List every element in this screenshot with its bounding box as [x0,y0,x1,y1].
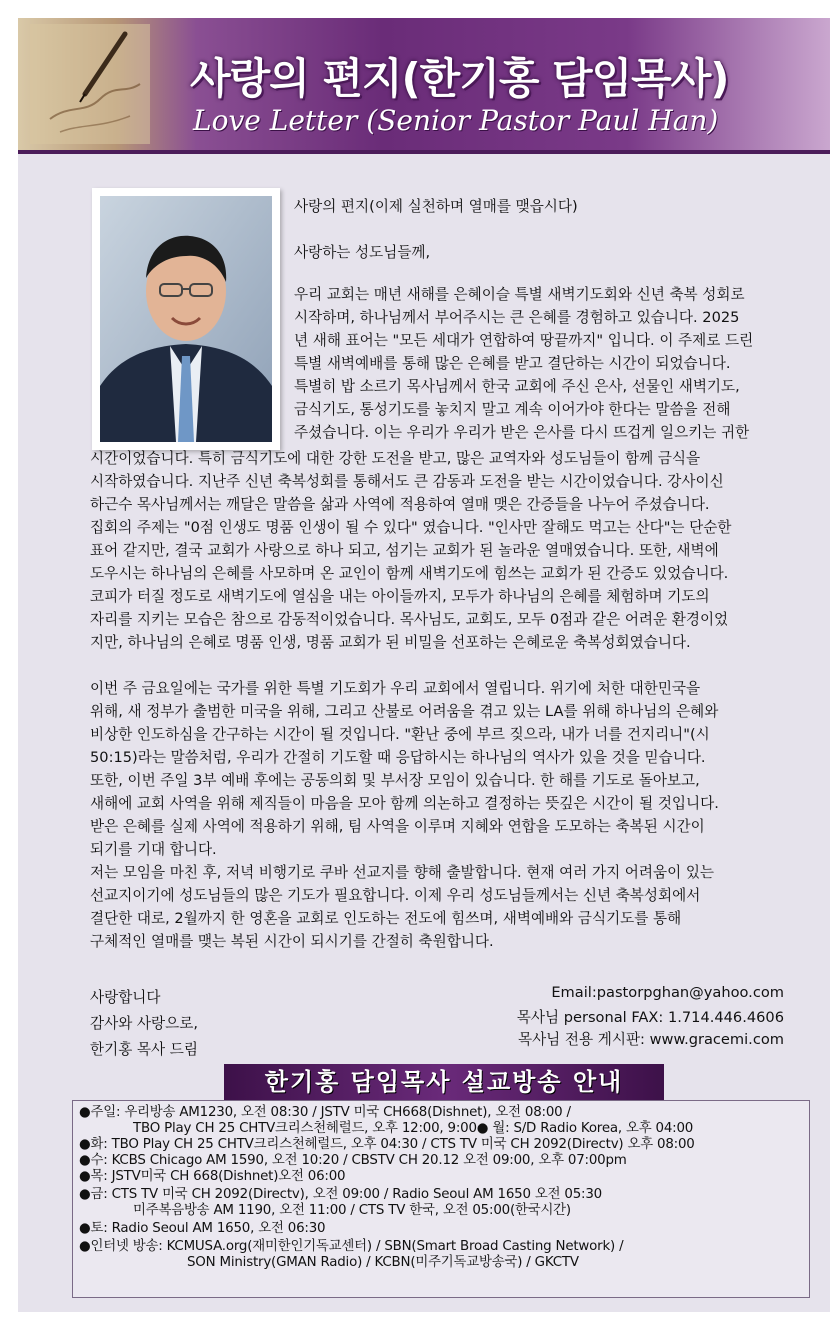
page-subtitle: Love Letter (Senior Pastor Paul Han) [193,104,719,137]
closing-thanks: 감사와 사랑으로, [90,1015,198,1032]
letter-line: 시작하며, 하나님께서 부어주시는 큰 은혜를 경험하고 있습니다. 2025 [294,309,740,326]
letter-line: 시간이었습니다. 특히 금식기도에 대한 강한 도전을 받고, 많은 교역자와 성도님들이 함께 금식을 [90,450,701,467]
broadcast-line: SON Ministry(GMAN Radio) / KCBN(미주기독교방송국) / GKCTV [187,1255,579,1270]
letter-line: 시작하였습니다. 지난주 신년 축복성회를 통해서도 큰 감동과 도전을 받는 시간이었습니다. 강사이신 [90,473,724,490]
letter-line: 결단한 대로, 2월까지 한 영혼을 교회로 인도하는 전도에 힘쓰며, 새벽예배와 금식기도를 통해 [90,910,682,927]
letter-line: 되기를 기대 합니다. [90,841,217,858]
letter-line: 위해, 새 정부가 출범한 미국을 위해, 그리고 산불로 어려움을 겪고 있는 LA를 위해 하나님의 은혜와 [90,703,719,720]
contact-email: Email:pastorpghan@yahoo.com [551,984,784,1001]
letter-line: 비상한 인도하심을 간구하는 시간이 될 것입니다. "환난 중에 부르 짖으라, 내가 너를 건지리니"(시 [90,726,710,743]
letter-line: 주셨습니다. 이는 우리가 우리가 받은 은사를 다시 뜨겁게 일으키는 귀한 [294,424,750,441]
broadcast-line: TBO Play CH 25 CHTV크리스천헤럴드, 오후 12:00, 9:00● 월: S/D Radio Korea, 오후 04:00 [133,1121,694,1136]
broadcast-line: ●목: JSTV미국 CH 668(Dishnet)오전 06:00 [79,1169,346,1184]
broadcast-line: ●토: Radio Seoul AM 1650, 오전 06:30 [79,1221,326,1236]
letter-line: 하근수 목사님께서는 깨달은 말씀을 삶과 사역에 적용하여 열매 맺은 간증들을 나누어 주셨습니다. [90,496,710,513]
header-banner [18,18,830,154]
banner-divider [18,150,830,154]
broadcast-line: ●수: KCBS Chicago AM 1590, 오전 10:20 / CBSTV CH 20.12 오전 09:00, 오후 07:00pm [79,1153,627,1168]
broadcast-line: ●금: CTS TV 미국 CH 2092(Directv), 오전 09:00 / Radio Seoul AM 1650 오전 05:30 [79,1187,602,1202]
pastor-portrait-image [100,196,272,442]
letter-line: 구체적인 열매를 맺는 복된 시간이 되시기를 간절히 축원합니다. [90,933,494,950]
letter-line: 이번 주 금요일에는 국가를 위한 특별 기도회가 우리 교회에서 열립니다. 위기에 처한 대한민국을 [90,680,701,697]
letter-line: 표어 같지만, 결국 교회가 사랑으로 하나 되고, 섬기는 교회가 된 놀라운 열매였습니다. 또한, 새벽에 [90,542,719,559]
letter-line: 50:15)라는 말씀처럼, 우리가 간절히 기도할 때 응답하시는 하나님의 역사가 있을 것을 믿습니다. [90,749,706,766]
page-title: 사랑의 편지(한기홍 담임목사) [190,54,729,103]
letter-heading: 사랑의 편지(이제 실천하며 열매를 맺읍시다) [294,198,578,215]
broadcast-line: 미주복음방송 AM 1190, 오전 11:00 / CTS TV 한국, 오전 05:00(한국시간) [133,1203,571,1218]
closing-love: 사랑합니다 [90,989,161,1006]
closing-signature: 한기홍 목사 드림 [90,1041,198,1058]
letter-line: 년 새해 표어는 "모든 세대가 연합하여 땅끝까지" 입니다. 이 주제로 드린 [294,332,754,349]
letter-line: 또한, 이번 주일 3부 예배 후에는 공동의회 및 부서장 모임이 있습니다. 한 해를 기도로 돌아보고, [90,772,700,789]
letter-line: 특별히 밥 소르기 목사님께서 한국 교회에 주신 은사, 선물인 새벽기도, [294,378,740,395]
broadcast-line: ●화: TBO Play CH 25 CHTV크리스천헤럴드, 오후 04:30 / CTS TV 미국 CH 2092(Directv) 오후 08:00 [79,1137,695,1152]
broadcast-schedule-box [72,1100,810,1298]
contact-board: 목사님 전용 게시판: www.gracemi.com [517,1031,784,1048]
letter-line: 새해에 교회 사역을 위해 제직들이 마음을 모아 함께 의논하고 결정하는 뜻깊은 시간이 될 것입니다. [90,795,719,812]
letter-line: 특별 새벽예배를 통해 많은 은혜를 받고 결단하는 시간이 되었습니다. [294,355,731,372]
letter-line: 받은 은혜를 실제 사역에 적용하기 위해, 팀 사역을 이루며 지혜와 연합을 도모하는 축복된 시간이 [90,818,705,835]
broadcast-line: ●인터넷 방송: KCMUSA.org(재미한인기독교센터) / SBN(Smart Broad Casting Network) / [79,1239,624,1254]
letter-line: 집회의 주제는 "0점 인생도 명품 인생이 될 수 있다" 였습니다. "인사만 잘해도 먹고는 산다"는 단순한 [90,519,732,536]
page [18,18,830,1312]
broadcast-line: ●주일: 우리방송 AM1230, 오전 08:30 / JSTV 미국 CH668(Dishnet), 오전 08:00 / [79,1105,571,1120]
contact-fax: 목사님 personal FAX: 1.714.446.4606 [516,1009,784,1026]
broadcast-title: 한기홍 담임목사 설교방송 안내 [224,1064,664,1100]
letter-line: 자리를 지키는 모습은 참으로 감동적이었습니다. 목사님도, 교회도, 모두 0점과 같은 어려운 환경이었 [90,611,729,628]
pastor-photo [92,188,280,450]
letter-line: 도우시는 하나님의 은혜를 사모하며 온 교인이 함께 새벽기도에 힘쓰는 교회가 된 간증도 있었습니다. [90,565,729,582]
letter-line: 선교지이기에 성도님들의 많은 기도가 필요합니다. 이제 우리 성도님들께서는 신년 축복성회에서 [90,887,701,904]
pen-writing-icon [30,24,150,144]
letter-line: 우리 교회는 매년 새해를 은혜이슬 특별 새벽기도회와 신년 축복 성회로 [294,286,745,303]
letter-line: 금식기도, 통성기도를 놓치지 말고 계속 이어가야 한다는 말씀을 전해 [294,401,731,418]
letter-greeting: 사랑하는 성도님들께, [294,244,431,261]
letter-line: 지만, 하나님의 은혜로 명품 인생, 명품 교회가 된 비밀을 선포하는 은혜로운 축복성회였습니다. [90,634,691,651]
letter-line: 코피가 터질 정도로 새벽기도에 열심을 내는 아이들까지, 모두가 하나님의 은혜를 체험하며 기도의 [90,588,710,605]
letter-line: 저는 모임을 마친 후, 저녁 비행기로 쿠바 선교지를 향해 출발합니다. 현재 여러 가지 어려움이 있는 [90,864,715,881]
